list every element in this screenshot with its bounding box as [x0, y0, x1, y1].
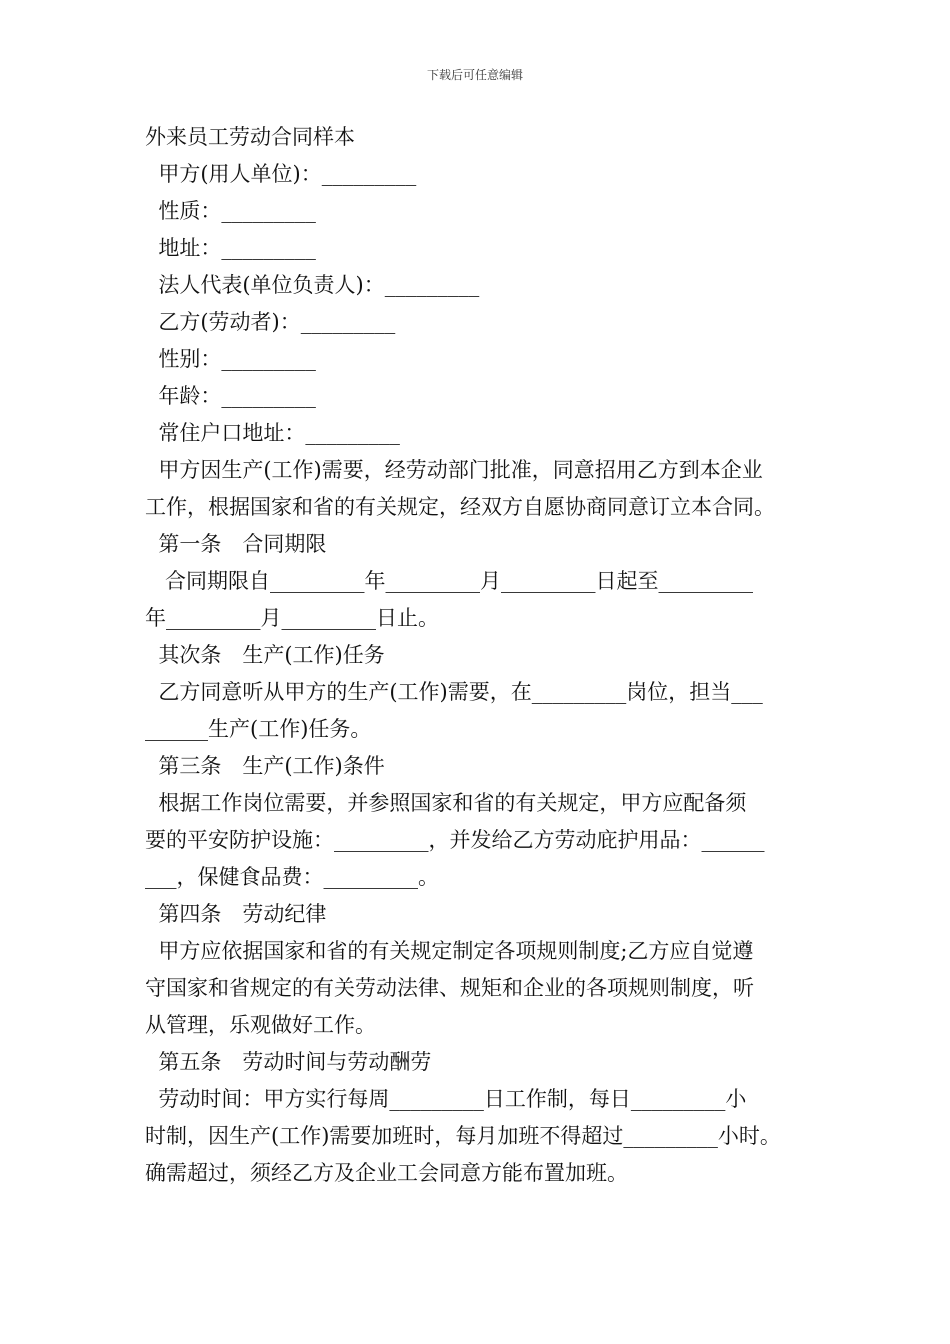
field-party-a: 甲方(用人单位)：_________	[145, 162, 417, 186]
paragraph-line: 要的平安防护设施：_________，并发给乙方劳动庇护用品：______	[145, 828, 765, 852]
section-heading: 第一条 合同期限	[145, 532, 327, 556]
paragraph-line: 时制，因生产(工作)需要加班时，每月加班不得超过_________小时。	[145, 1124, 781, 1148]
paragraph-line: ______生产(工作)任务。	[145, 717, 372, 741]
field-age: 年龄：_________	[145, 384, 316, 408]
section-heading: 第四条 劳动纪律	[145, 902, 327, 926]
section-heading: 第三条 生产(工作)条件	[145, 754, 385, 778]
paragraph-line: 乙方同意听从甲方的生产(工作)需要，在_________岗位，担当___	[145, 680, 763, 704]
paragraph-line: 劳动时间：甲方实行每周_________日工作制，每日_________小	[145, 1087, 747, 1111]
section-heading: 其次条 生产(工作)任务	[145, 643, 385, 667]
paragraph-line: 年_________月_________日止。	[145, 606, 439, 630]
paragraph-line: 甲方因生产(工作)需要，经劳动部门批准，同意招用乙方到本企业	[145, 458, 763, 482]
field-address: 地址：_________	[145, 236, 316, 260]
paragraph-line: 甲方应依据国家和省的有关规定制定各项规则制度;乙方应自觉遵	[145, 939, 754, 963]
section-heading: 第五条 劳动时间与劳动酬劳	[145, 1050, 432, 1074]
field-party-b: 乙方(劳动者)：_________	[145, 310, 396, 334]
field-residence: 常住户口地址：_________	[145, 421, 400, 445]
paragraph-line: 守国家和省规定的有关劳动法律、规矩和企业的各项规则制度，听	[145, 976, 754, 1000]
paragraph-line: 确需超过，须经乙方及企业工会同意方能布置加班。	[145, 1161, 628, 1185]
paragraph-line: ___，保健食品费：_________。	[145, 865, 439, 889]
header-note: 下载后可任意编辑	[426, 68, 523, 82]
paragraph-line: 合同期限自_________年_________月_________日起至_________	[145, 569, 754, 593]
field-legal-representative: 法人代表(单位负责人)：_________	[145, 273, 480, 297]
field-gender: 性别：_________	[145, 347, 316, 371]
field-nature: 性质：_________	[145, 199, 316, 223]
paragraph-line: 根据工作岗位需要，并参照国家和省的有关规定，甲方应配备须	[145, 791, 747, 815]
paragraph-line: 从管理，乐观做好工作。	[145, 1013, 376, 1037]
document-title: 外来员工劳动合同样本	[145, 125, 355, 149]
paragraph-line: 工作，根据国家和省的有关规定，经双方自愿协商同意订立本合同。	[145, 495, 775, 519]
